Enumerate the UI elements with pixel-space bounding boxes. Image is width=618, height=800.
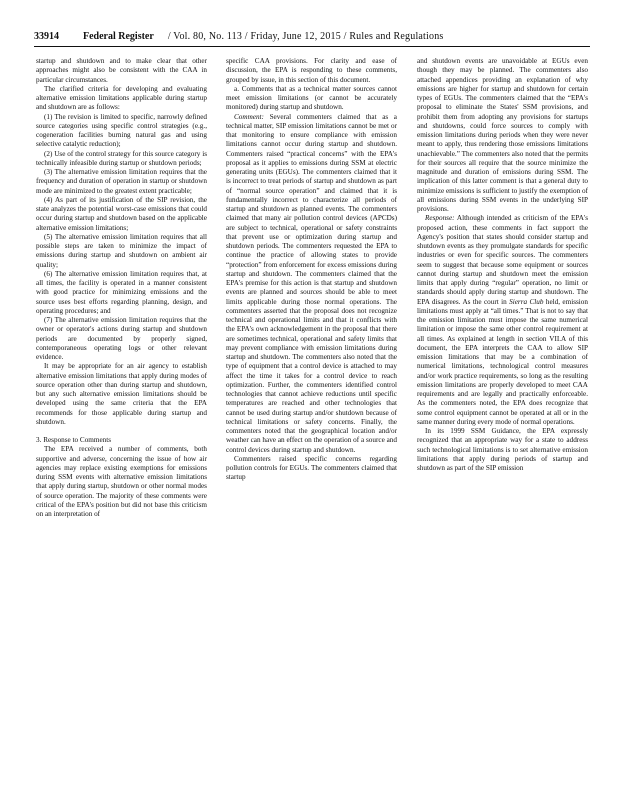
criterion-4: (4) As part of its justification of the SIP revision, the state analyzes the potential worst-case emissions that could occur during startup and shutdown based on the applicable alternative emission limitations;: [36, 195, 207, 232]
issue-details: / Vol. 80, No. 113 / Friday, June 12, 2015 / Rules and Regulations: [167, 31, 444, 42]
comment-paragraph: [226, 113, 397, 455]
response-text: Although intended as criticism of the EPA's proposed action, these comments in fact support the Agency's position that states should consider startup and shutdown events as they promulgate standards for specific industries or even for specific sources. The commenters seem to suggest that because some equipment or sources cannot during startup and shutdown meet the emission limits that apply during “regular” operation, no limit or standards should apply during startup and shutdown. The EPA disagrees. As the court in: [417, 214, 588, 306]
subsection-heading: a. Comments that as a technical matter sources cannot meet emission limitations (or cannot be accurately monitored) during startup and shutdown.: [226, 84, 397, 112]
text-column-right: [417, 57, 588, 792]
paragraph: It may be appropriate for an air agency to establish alternative emission limitations that apply during modes of source operation other than during startup and shutdown, but any such alternative emission limitations should be developed using the same criteria that the EPA recommends for those applicable during startup and shutdown.: [36, 362, 207, 426]
section-heading: 3. Response to Comments: [36, 436, 112, 444]
paragraph: Commenters raised specific concerns regarding pollution controls for EGUs. The commenters claimed that startup: [226, 454, 397, 482]
page-number: 33914: [34, 31, 59, 42]
spacer: [36, 427, 207, 436]
page-header: [34, 31, 590, 45]
response-paragraph: [417, 214, 588, 427]
publication-title: Federal Register: [83, 31, 154, 42]
criterion-7: (7) The alternative emission limitation requires that the owner or operator's actions during startup and shutdown periods are documented by properly signed, contemporaneous operating logs or other relevant evidence.: [36, 316, 207, 361]
text-column-middle: [226, 57, 397, 792]
paragraph: The clarified criteria for developing and evaluating alternative emission limitations applicable during startup and shutdown are as follows:: [36, 84, 207, 112]
paragraph: In its 1999 SSM Guidance, the EPA expressly recognized that an appropriate way for a state to address such technological limitations is to set alternative emission limitations that apply during periods of startup and shutdown as part of the SIP emission: [417, 427, 588, 472]
comment-label: Comment:: [234, 112, 264, 121]
paragraph: and shutdown events are unavoidable at EGUs even though they may be planned. The commenters also attached appendices providing an explanation of why emissions are higher for startup and shutdown for certain types of EGUs. The commenters claimed that the “EPA's proposal to eliminate the States' SSM provisions, and prohibit them from adopting any provisions for startups and shutdowns, could force sources to comply with emission limitations during periods when they were never meant to apply, thus rendering those emissions limitations unachievable.” The commenters also noted that the permits for their sources all require that the source minimize the magnitude and duration of emissions during SSM. The implication of this latter comment is that a general duty to minimize emissions is sufficient to justify the exemption of all emissions during SSM events in the underlying SIP provisions.: [417, 57, 588, 213]
text-column-left: [36, 57, 207, 792]
criterion-3: (3) The alternative emission limitation requires that the frequency and duration of operation in startup or shutdown mode are minimized to the greatest extent practicable;: [36, 168, 207, 195]
case-name: Sierra Club: [509, 297, 544, 306]
response-text-continued: held, emission limitations must apply at “all times.” That is not to say that the emission limitation must impose the same numerical limitation or impose the same other control requirement at all times. As explained at length in section VII.A of this document, the EPA interprets the CAA to allow SIP emission limitations that may be a combination of numerical limitations, technological control measures and/or work practice requirements, so long as the resulting emission limitations are properly developed to meet CAA requirements and are legally and practically enforceable. As the commenters noted, the EPA does recognize that some control equipment cannot be operated at all or in the same manner during every mode of normal operations.: [417, 297, 588, 426]
paragraph: The EPA received a number of comments, both supportive and adverse, concerning the issue of how air agencies may replace existing exemptions for emissions during SSM events with alternative emission limitations that apply during startup, shutdown or other normal modes of source operation. The majority of these comments were critical of the EPA's position but did not base this criticism on an interpretation of: [36, 445, 207, 518]
criterion-6: (6) The alternative emission limitation requires that, at all times, the facility is operated in a manner consistent with good practice for minimizing emissions and the source uses best efforts regarding planning, design, and operating procedures; and: [36, 269, 207, 315]
header-rule: [34, 46, 590, 47]
criterion-2: (2) Use of the control strategy for this source category is technically infeasible during startup or shutdown periods;: [36, 149, 207, 167]
criterion-1: (1) The revision is limited to specific, narrowly defined source categories using specific control strategies (e.g., cogeneration facilities burning natural gas and using selective catalytic reduction);: [36, 112, 207, 149]
criterion-5: (5) The alternative emission limitation requires that all possible steps are taken to minimize the impact of emissions during startup and shutdown on ambient air quality;: [36, 232, 207, 269]
paragraph: specific CAA provisions. For clarity and ease of discussion, the EPA is responding to these comments, grouped by issue, in this section of this document.: [226, 57, 397, 84]
comment-text: Several commenters claimed that as a technical matter, SIP emission limitations cannot be met or that monitoring to ensure compliance with emission limitations cannot occur during startup and shutdown. Commenters raised “practical concerns” with the EPA's proposal as it applies to emissions during SSM at electric generating units (EGUs). The commenters claimed that it is incorrect to treat periods of startup and shutdown as part of “normal source operation” and claimed that it is fundamentally incorrect to characterize all periods of startup and shutdown as planned events. The commenters claimed that many air pollution control devices (APCDs) are subject to technical, operational or safety constraints that prevent use or optimization during startup and shutdown periods. The commenters requested the EPA to continue the practice of allowing states to provide “protection” from enforcement for excess emissions during startup and shutdown. The commenters claimed that the EPA's premise for this action is that startup and shutdown events are planned and sources should be able to meet limits applicable during those normal operations. The commenters asserted that the proposal does not recognize technical and operational limits and that it conflicts with the EPA's own acknowledgement in the proposal that there are sometimes technical, operational and safety limits that may prevent compliance with emission limitations during startup and shutdown. The commenters also noted that the type of equipment that a control device is attached to may affect the time it takes for a control device to reach optimization. Further, the commenters identified control technologies that cannot achieve reductions until specific temperatures are reached and other technologies that cannot be used during startup and/or shutdown because of technical limitations or safety concerns. Finally, the commenters noted that the geographical location and/or weather can have an effect on the operation of a source and control devices during startup and shutdown.: [226, 112, 397, 454]
paragraph: startup and shutdown and to make clear that other approaches might also be consistent with the CAA in particular circumstances.: [36, 57, 207, 84]
response-label: Response:: [425, 214, 455, 223]
